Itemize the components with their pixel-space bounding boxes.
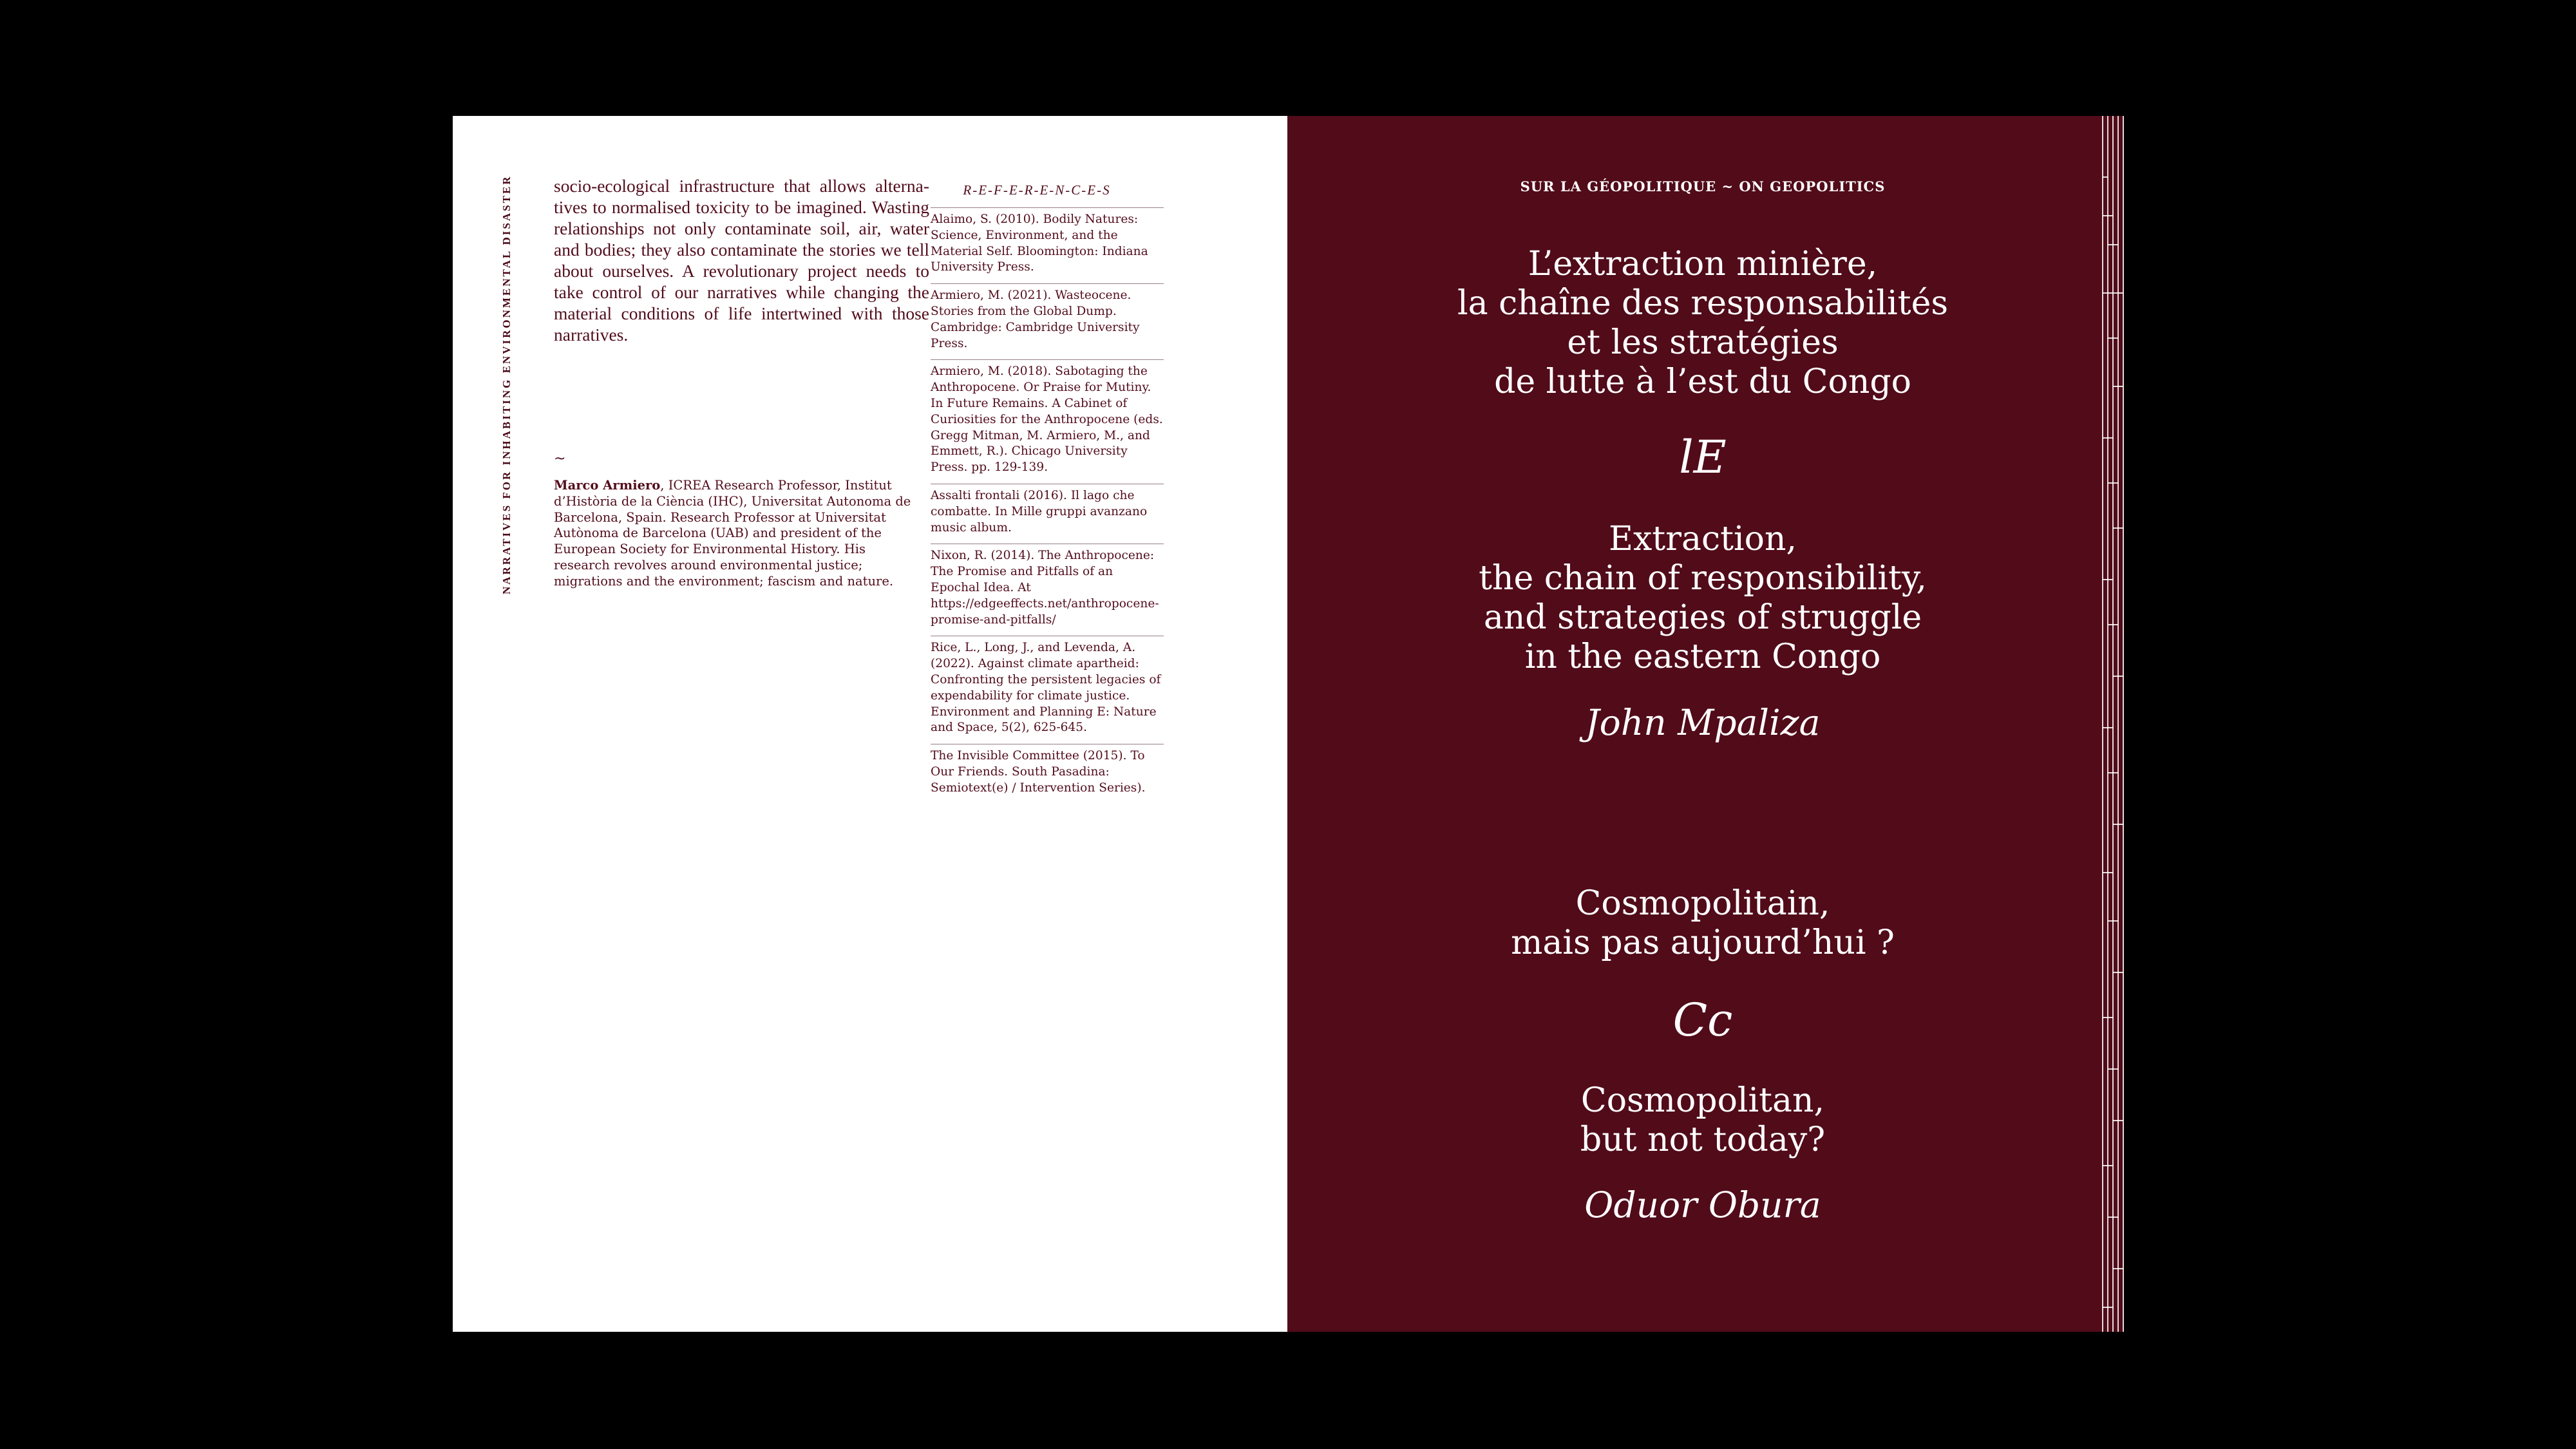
title-line: the chain of responsibility, bbox=[1479, 559, 1927, 598]
article-2-title-en bbox=[1287, 1081, 2118, 1160]
title-line: in the eastern Congo bbox=[1524, 638, 1881, 676]
author-bio bbox=[554, 478, 918, 590]
title-line: but not today? bbox=[1580, 1121, 1826, 1159]
article-2-title-fr bbox=[1287, 884, 2118, 963]
running-head: NARRATIVES FOR INHABITING ENVIRONMENTAL DISASTER bbox=[500, 175, 513, 594]
bio-text: , ICREA Research Professor, Institut d’Història de la Ciència (IHC), Universitat Autonoma de Barcelona, Spain. Research Professor at Universitat Autònoma de Barcelona (UAB) and president of the European Society for Environmental History. His research revolves around environmental justice; migrations and the environment; fascism and nature. bbox=[554, 478, 911, 589]
section-head: SUR LA GÉOPOLITIQUE ~ ON GEOPOLITICS bbox=[1520, 178, 1886, 194]
title-line: Cosmopolitain, bbox=[1575, 884, 1830, 923]
article-1-title-fr bbox=[1287, 245, 2118, 402]
article-1-monogram: lE bbox=[1679, 431, 1727, 484]
title-line: et les stratégies bbox=[1567, 323, 1839, 362]
reference-item: Armiero, M. (2021). Wasteocene. Stories from the Global Dump. Cambridge: Cambridge University Press. bbox=[931, 283, 1164, 352]
reference-item: Nixon, R. (2014). The Anthropocene: The Promise and Pitfalls of an Epochal Idea. At https://edgeeffects.net/anthropocene-promise-and-pitfalls/ bbox=[931, 544, 1164, 628]
article-2-monogram: Cc bbox=[1672, 994, 1733, 1046]
reference-item: Assalti frontali (2016). Il lago che combatte. In Mille gruppi avanzano music album. bbox=[931, 484, 1164, 536]
title-line: L’extraction minière, bbox=[1528, 245, 1878, 283]
right-page bbox=[1287, 116, 2124, 1332]
title-line: Extraction, bbox=[1608, 520, 1797, 558]
references-heading: R-E-F-E-R-E-N-C-E-S bbox=[963, 182, 1111, 198]
book-spread bbox=[453, 116, 2124, 1332]
article-2-author: Oduor Obura bbox=[1584, 1184, 1821, 1226]
bio-author-name: Marco Armiero bbox=[554, 478, 661, 493]
body-text: socio-ecological infrastructure that allows alterna-tives to normalised toxicity to be imagined. Wasting relationships not only contaminate soil, air, water and bodies; they also contaminate the stories we tell about ourselves. A revolutionary project needs to take control of our narratives while changing the material conditions of life intertwined with those narratives. bbox=[554, 176, 929, 345]
references bbox=[931, 180, 1164, 797]
title-line: de lutte à l’est du Congo bbox=[1494, 363, 1911, 401]
left-page bbox=[453, 116, 1287, 1332]
end-mark: ~ bbox=[554, 451, 566, 467]
reference-item: Alaimo, S. (2010). Bodily Natures: Science, Environment, and the Material Self. Bloomington: Indiana University Press. bbox=[931, 207, 1164, 276]
reference-item: The Invisible Committee (2015). To Our Friends. South Pasadina: Semiotext(e) / Intervention Series). bbox=[931, 744, 1164, 796]
title-line: la chaîne des responsabilités bbox=[1457, 284, 1949, 323]
title-line: mais pas aujourd’hui ? bbox=[1511, 923, 1895, 962]
reference-item: Rice, L., Long, J., and Levenda, A. (2022). Against climate apartheid: Confronting the persistent legacies of expendability for climate justice. Environment and Planning E: Nature and Space, 5(2), 625-645. bbox=[931, 636, 1164, 736]
reference-item: Armiero, M. (2018). Sabotaging the Anthropocene. Or Praise for Mutiny. In Future Remains. A Cabinet of Curiosities for the Anthropocene (eds. Gregg Mitman, M. Armiero, M., and Emmett, R.). Chicago University Press. pp. 129-139. bbox=[931, 359, 1164, 476]
thumb-index-tabs bbox=[2101, 116, 2124, 1332]
title-line: and strategies of struggle bbox=[1483, 598, 1922, 637]
title-line: Cosmopolitan, bbox=[1580, 1081, 1825, 1120]
article-1-author: John Mpaliza bbox=[1585, 702, 1821, 743]
article-1-title-en bbox=[1287, 520, 2118, 677]
